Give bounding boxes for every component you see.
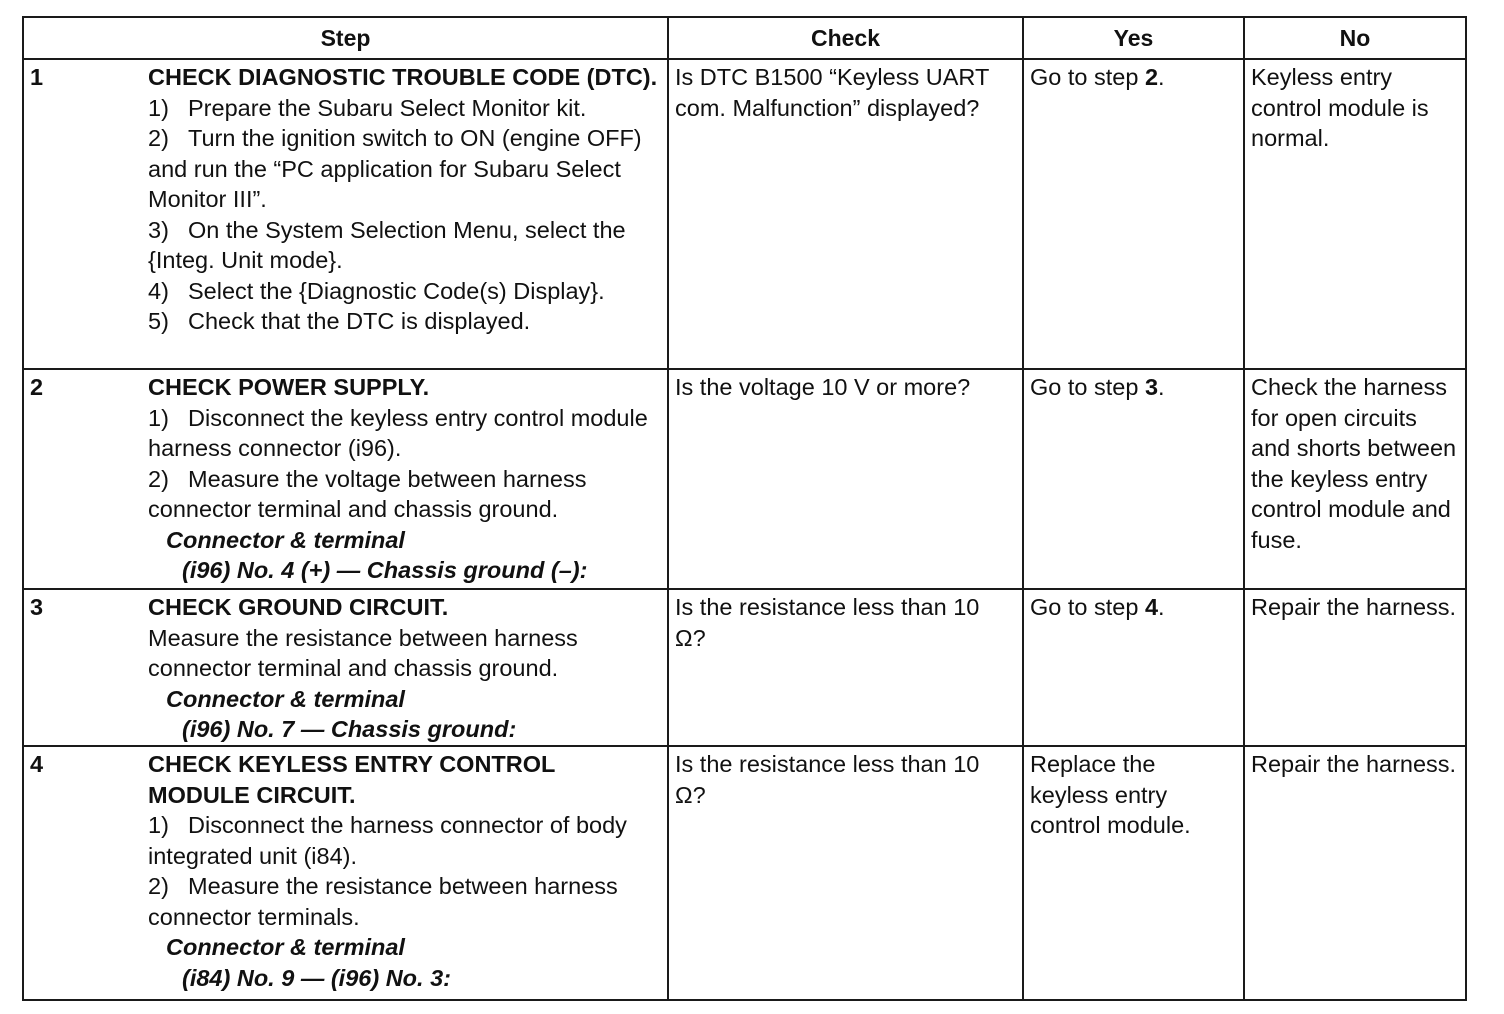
check-cell: Is the voltage 10 V or more? xyxy=(668,369,1023,589)
header-check: Check xyxy=(668,17,1023,59)
check-cell: Is DTC B1500 “Keyless UART com. Malfunction” displayed? xyxy=(668,59,1023,369)
step-cell xyxy=(23,589,668,746)
step-cell xyxy=(23,746,668,1000)
step-number: 4 xyxy=(30,751,44,777)
table-row xyxy=(23,746,1466,1000)
list-item: 1) Disconnect the harness connector of body integrated unit (i84). xyxy=(148,812,627,869)
header-step: Step xyxy=(23,17,668,59)
no-cell: Keyless entry control module is normal. xyxy=(1244,59,1466,369)
yes-cell: Replace the keyless entry control module. xyxy=(1023,746,1244,1000)
list-item: 5) Check that the DTC is displayed. xyxy=(148,308,531,334)
list-item: 2) Measure the voltage between harness connector terminal and chassis ground. xyxy=(148,465,587,522)
no-cell: Repair the harness. xyxy=(1244,589,1466,746)
step-number: 2 xyxy=(30,374,44,400)
step-title: CHECK KEYLESS ENTRY CONTROL MODULE CIRCUIT. xyxy=(148,751,555,808)
table-row xyxy=(23,59,1466,369)
yes-cell: Go to step 3. xyxy=(1023,369,1244,589)
step-number: 1 xyxy=(30,64,44,90)
list-item: 1) Prepare the Subaru Select Monitor kit. xyxy=(148,94,587,121)
table-row xyxy=(23,589,1466,746)
list-item: 1) Disconnect the keyless entry control module harness connector (i96). xyxy=(148,404,648,461)
yes-cell: Go to step 4. xyxy=(1023,589,1244,746)
list-item: 2) Turn the ignition switch to ON (engine OFF) and run the “PC application for Subaru Select Monitor III”. xyxy=(148,125,642,212)
check-cell: Is the resistance less than 10 Ω? xyxy=(668,589,1023,746)
step-title: CHECK DIAGNOSTIC TROUBLE CODE (DTC). xyxy=(148,64,658,90)
header-yes: Yes xyxy=(1023,17,1244,59)
connector-value: (i96) No. 4 (+) — Chassis ground (–): xyxy=(182,557,588,583)
no-cell: Check the harness for open circuits and shorts between the keyless entry control module and fuse. xyxy=(1244,369,1466,589)
header-row xyxy=(23,17,1466,59)
step-cell xyxy=(23,59,668,369)
step-title: CHECK GROUND CIRCUIT. xyxy=(148,594,449,620)
connector-title: Connector & terminal xyxy=(166,685,405,712)
step-title: CHECK POWER SUPPLY. xyxy=(148,374,430,400)
step-number: 3 xyxy=(30,594,44,620)
connector-value: (i96) No. 7 — Chassis ground: xyxy=(182,716,517,742)
list-item: 2) Measure the resistance between harness connector terminals. xyxy=(148,873,618,930)
step-body-text: Measure the resistance between harness connector terminal and chassis ground. xyxy=(148,624,578,681)
list-item: 4) Select the {Diagnostic Code(s) Display}. xyxy=(148,277,605,304)
connector-title: Connector & terminal xyxy=(166,934,405,960)
connector-title: Connector & terminal xyxy=(166,526,405,553)
connector-value: (i84) No. 9 — (i96) No. 3: xyxy=(182,964,451,991)
header-no: No xyxy=(1244,17,1466,59)
check-cell: Is the resistance less than 10 Ω? xyxy=(668,746,1023,1000)
table-row xyxy=(23,369,1466,589)
yes-cell: Go to step 2. xyxy=(1023,59,1244,369)
no-cell: Repair the harness. xyxy=(1244,746,1466,1000)
diagnostic-table xyxy=(22,16,1467,1001)
list-item: 3) On the System Selection Menu, select the {Integ. Unit mode}. xyxy=(148,216,626,273)
step-cell xyxy=(23,369,668,589)
